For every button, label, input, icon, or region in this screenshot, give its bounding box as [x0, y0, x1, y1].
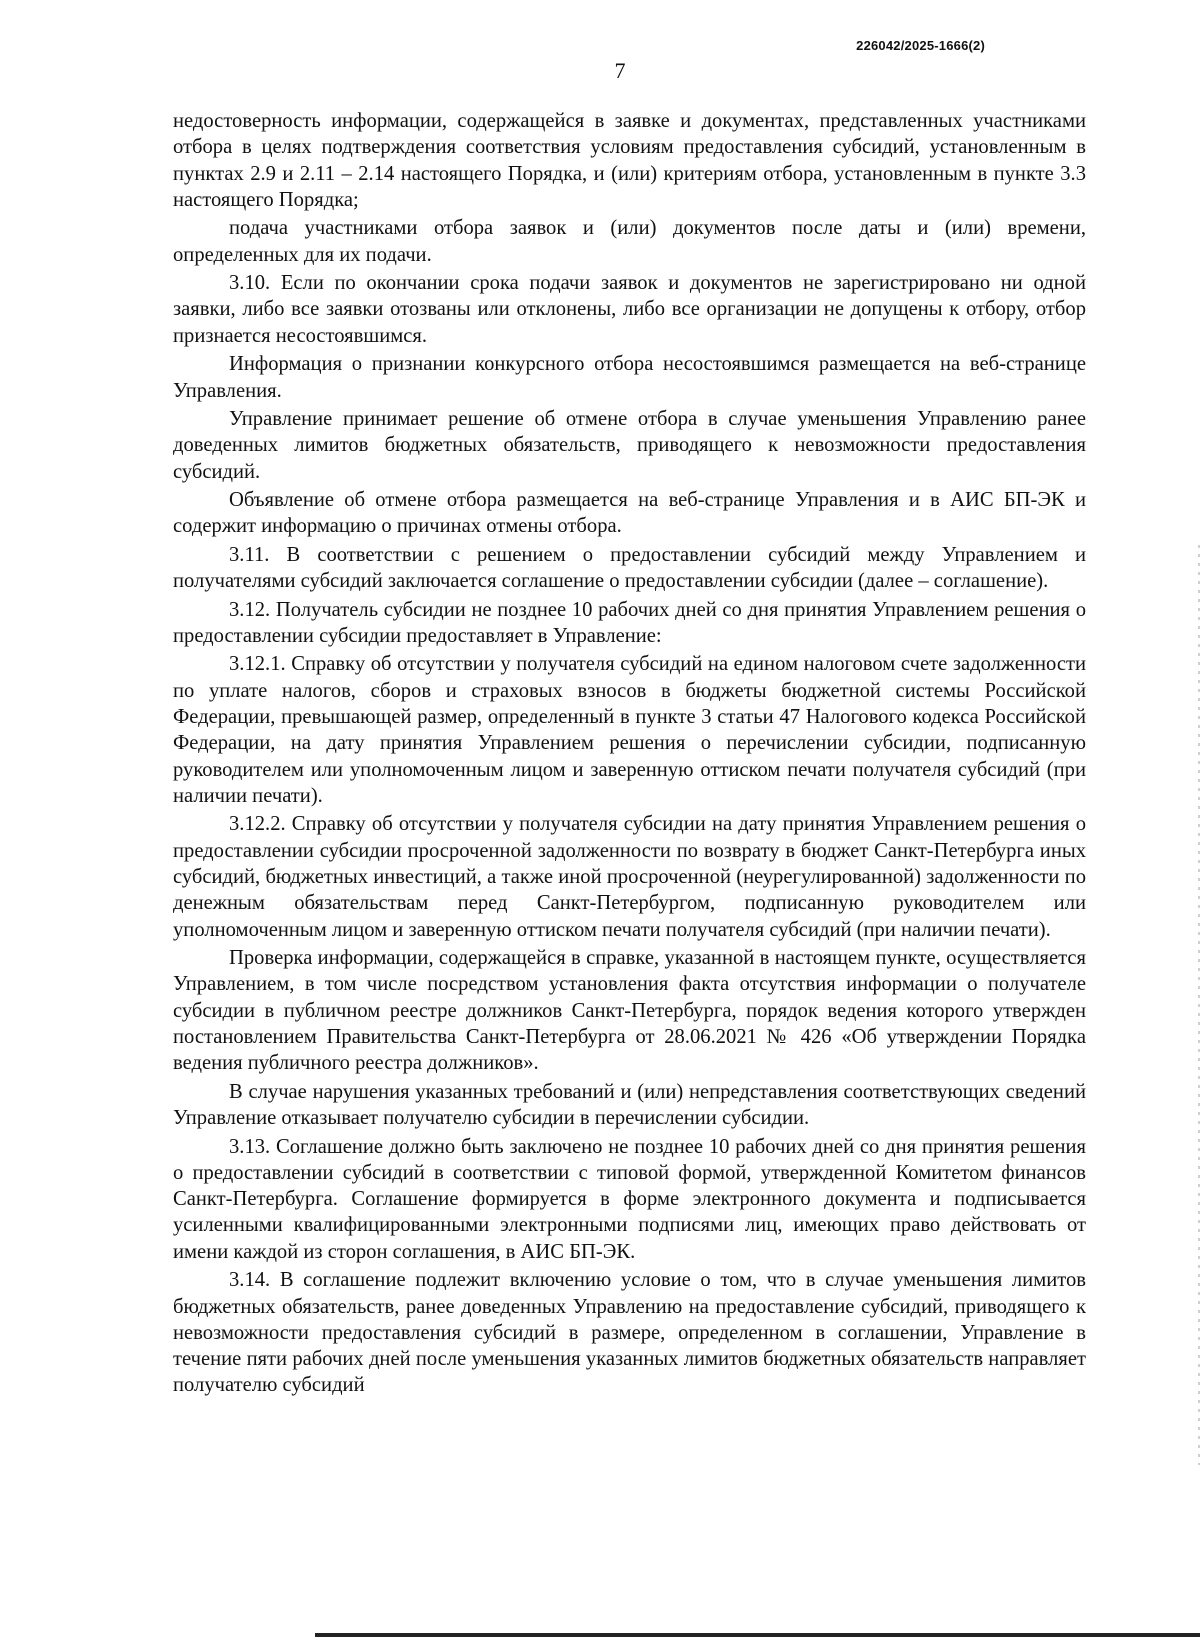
paragraph-3-12: 3.12. Получатель субсидии не позднее 10 рабочих дней со дня принятия Управлением решения о предоставлении субсидии предоставляет в Управление: [173, 598, 1086, 647]
document-body [173, 108, 1086, 1401]
paragraph: подача участниками отбора заявок и (или) документов после даты и (или) времени, определенных для их подачи. [173, 217, 1086, 266]
scan-bottom-edge [315, 1633, 1200, 1637]
paragraph-3-12-1: 3.12.1. Справку об отсутствии у получателя субсидий на едином налоговом счете задолженности по уплате налогов, сборов и страховых взносов в бюджеты бюджетной системы Российской Федерации, превышающей размер, определенный в пункте 3 статьи 47 Налогового кодекса Российской Федерации, на дату принятия Управлением решения о перечислении субсидии, подписанную руководителем или уполномоченным лицом и заверенную оттиском печати получателя субсидий (при наличии печати). [173, 653, 1086, 807]
paragraph-continuation: недостоверность информации, содержащейся в заявке и документах, представленных участниками отбора в целях подтверждения соответствия условиям предоставления субсидий, установленным в пунктах 2.9 и 2.11 – 2.14 настоящего Порядка, и (или) критериям отбора, установленным в пункте 3.3 настоящего Порядка; [173, 110, 1086, 211]
paragraph: Управление принимает решение об отмене отбора в случае уменьшения Управлению ранее доведенных лимитов бюджетных обязательств, приводящего к невозможности предоставления субсидий. [173, 408, 1086, 483]
paragraph-3-12-2: 3.12.2. Справку об отсутствии у получателя субсидии на дату принятия Управлением решения о предоставлении субсидии просроченной задолженности по возврату в бюджет Санкт-Петербурга иных субсидий, бюджетных инвестиций, а также иной просроченной (неурегулированной) задолженности по денежным обязательствам перед Санкт-Петербургом, подписанную руководителем или уполномоченным лицом и заверенную оттиском печати получателя субсидий (при наличии печати). [173, 813, 1086, 941]
paragraph-3-10: 3.10. Если по окончании срока подачи заявок и документов не зарегистрировано ни одной заявки, либо все заявки отозваны или отклонены, либо все организации не допущены к отбору, отбор признается несостоявшимся. [173, 272, 1086, 347]
paragraph: Объявление об отмене отбора размещается на веб-странице Управления и в АИС БП-ЭК и содержит информацию о причинах отмены отбора. [173, 489, 1086, 538]
paragraph-3-14: 3.14. В соглашение подлежит включению условие о том, что в случае уменьшения лимитов бюджетных обязательств, ранее доведенных Управлению на предоставление субсидий, приводящего к невозможности предоставления субсидий в размере, определенном в соглашении, Управление в течение пяти рабочих дней после уменьшения указанных лимитов бюджетных обязательств направляет получателю субсидий [173, 1269, 1086, 1397]
paragraph-3-11: 3.11. В соответствии с решением о предоставлении субсидий между Управлением и получателями субсидий заключается соглашение о предоставлении субсидии (далее – соглашение). [173, 543, 1086, 593]
document-registration-number: 226042/2025-1666(2) [856, 38, 985, 53]
page-number: 7 [614, 58, 626, 83]
paragraph-3-13: 3.13. Соглашение должно быть заключено не позднее 10 рабочих дней со дня принятия решения о предоставлении субсидий в соответствии с типовой формой, утвержденной Комитетом финансов Санкт-Петербурга. Соглашение формируется в форме электронного документа и подписывается усиленными квалифицированными электронными подписями лиц, имеющих право действовать от имени каждой из сторон соглашения, в АИС БП-ЭК. [173, 1135, 1086, 1263]
paragraph: Информация о признании конкурсного отбора несостоявшимся размещается на веб-странице Управления. [173, 353, 1086, 402]
paragraph: Проверка информации, содержащейся в справке, указанной в настоящем пункте, осуществляется Управлением, в том числе посредством установления факта отсутствия информации о получателе субсидии в публичном реестре должников Санкт-Петербурга, порядок ведения которого утвержден постановлением Правительства Санкт-Петербурга от 28.06.2021 № 426 «Об утверждении Порядка ведения публичного реестра должников». [173, 947, 1086, 1075]
paragraph: В случае нарушения указанных требований и (или) непредставления соответствующих сведений Управление отказывает получателю субсидии в перечислении субсидии. [173, 1080, 1086, 1130]
